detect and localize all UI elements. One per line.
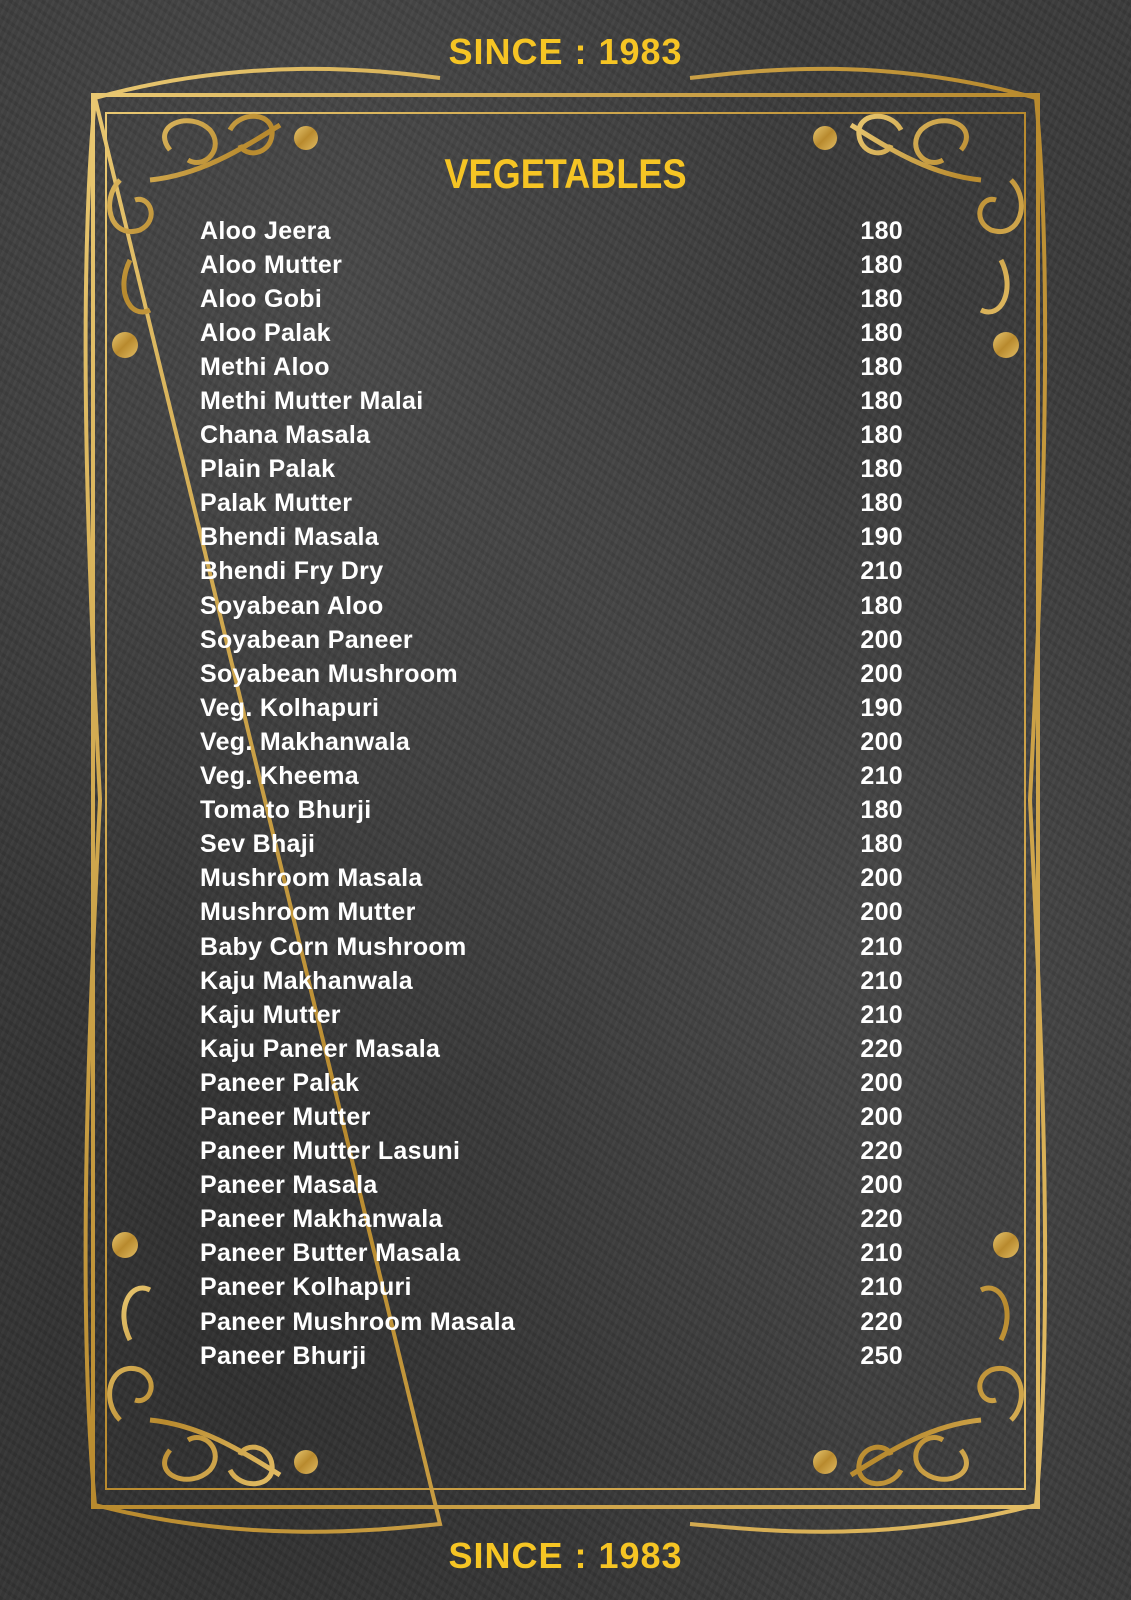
menu-item-name: Veg. Kolhapuri: [200, 693, 380, 722]
menu-item-name: Aloo Mutter: [200, 250, 343, 279]
menu-item-name: Paneer Bhurji: [200, 1341, 367, 1370]
menu-item: [200, 1100, 903, 1134]
menu-item-price: 180: [860, 455, 903, 484]
menu-item-name: Paneer Makhanwala: [200, 1205, 443, 1234]
menu-item-name: Aloo Gobi: [200, 284, 323, 313]
menu-item-price: 180: [860, 591, 903, 620]
menu-item: [200, 1339, 903, 1373]
menu-item-price: 190: [860, 523, 903, 552]
menu-item-price: 200: [860, 1102, 903, 1131]
menu-item: [200, 657, 903, 691]
menu-item-price: 190: [860, 693, 903, 722]
menu-item: [200, 1305, 903, 1339]
menu-item-name: Sev Bhaji: [200, 830, 316, 859]
menu-item-price: 210: [860, 762, 903, 791]
menu-item: [200, 998, 903, 1032]
menu-item-price: 200: [860, 1068, 903, 1097]
menu-item-price: 220: [860, 1137, 903, 1166]
menu-item: [200, 555, 903, 589]
menu-item: [200, 1237, 903, 1271]
menu-item: [200, 964, 903, 998]
menu-item: [200, 828, 903, 862]
menu-item: [200, 350, 903, 384]
menu-item: [200, 1271, 903, 1305]
menu-item-name: Palak Mutter: [200, 489, 353, 518]
menu-item-name: Paneer Mushroom Masala: [200, 1307, 516, 1336]
menu-item-name: Baby Corn Mushroom: [200, 932, 467, 961]
menu-item-name: Mushroom Masala: [200, 864, 423, 893]
menu-item-price: 180: [860, 318, 903, 347]
menu-item-name: Paneer Masala: [200, 1171, 378, 1200]
menu-item: [200, 1135, 903, 1169]
menu-item: [200, 725, 903, 759]
menu-item: [200, 1169, 903, 1203]
menu-item-price: 200: [860, 659, 903, 688]
menu-item-name: Methi Mutter Malai: [200, 387, 424, 416]
menu-item-price: 180: [860, 387, 903, 416]
menu-item-list: [200, 214, 903, 1373]
menu-item-price: 250: [860, 1341, 903, 1370]
menu-item: [200, 1203, 903, 1237]
menu-item-name: Soyabean Aloo: [200, 591, 384, 620]
menu-item-price: 180: [860, 250, 903, 279]
menu-item-price: 210: [860, 966, 903, 995]
since-header: SINCE : 1983: [448, 31, 683, 72]
menu-item-price: 200: [860, 864, 903, 893]
menu-item-name: Veg. Makhanwala: [200, 727, 411, 756]
menu-item: [200, 896, 903, 930]
menu-item: [200, 862, 903, 896]
menu-item: [200, 1032, 903, 1066]
menu-item-price: 200: [860, 727, 903, 756]
menu-item: [200, 214, 903, 248]
menu-item-price: 210: [860, 1239, 903, 1268]
menu-item-name: Kaju Makhanwala: [200, 966, 413, 995]
menu-item: [200, 248, 903, 282]
menu-item-price: 210: [860, 557, 903, 586]
menu-item-price: 180: [860, 796, 903, 825]
menu-item-price: 210: [860, 1000, 903, 1029]
menu-item-name: Paneer Mutter Lasuni: [200, 1137, 461, 1166]
menu-item: [200, 794, 903, 828]
menu-item-name: Aloo Palak: [200, 318, 331, 347]
menu-item: [200, 282, 903, 316]
menu-item-name: Soyabean Mushroom: [200, 659, 458, 688]
menu-item-price: 180: [860, 421, 903, 450]
menu-item: [200, 1066, 903, 1100]
menu-item: [200, 623, 903, 657]
menu-item-price: 220: [860, 1205, 903, 1234]
menu-item-name: Mushroom Mutter: [200, 898, 416, 927]
menu-item: [200, 521, 903, 555]
menu-item: [200, 930, 903, 964]
menu-item-name: Kaju Mutter: [200, 1000, 341, 1029]
menu-item-price: 210: [860, 1273, 903, 1302]
menu-item-price: 200: [860, 1171, 903, 1200]
menu-item-price: 200: [860, 898, 903, 927]
menu-item-name: Bhendi Masala: [200, 523, 379, 552]
menu-item: [200, 589, 903, 623]
menu-item-name: Paneer Butter Masala: [200, 1239, 461, 1268]
menu-item-name: Paneer Kolhapuri: [200, 1273, 412, 1302]
menu-item: [200, 316, 903, 350]
menu-item-price: 180: [860, 352, 903, 381]
menu-item-name: Soyabean Paneer: [200, 625, 413, 654]
menu-item: [200, 691, 903, 725]
menu-item: [200, 487, 903, 521]
menu-item-price: 180: [860, 489, 903, 518]
menu-item-price: 210: [860, 932, 903, 961]
since-footer: SINCE : 1983: [448, 1535, 683, 1576]
menu-item: [200, 384, 903, 418]
menu-item-name: Aloo Jeera: [200, 216, 331, 245]
menu-item-name: Methi Aloo: [200, 352, 330, 381]
menu-item-price: 200: [860, 625, 903, 654]
menu-item: [200, 419, 903, 453]
menu-item-price: 180: [860, 284, 903, 313]
section-title: VEGETABLES: [444, 150, 687, 197]
menu-item-name: Paneer Palak: [200, 1068, 360, 1097]
menu-item-name: Kaju Paneer Masala: [200, 1034, 441, 1063]
menu-item: [200, 453, 903, 487]
menu-item-price: 180: [860, 216, 903, 245]
menu-item-name: Plain Palak: [200, 455, 336, 484]
menu-item-name: Paneer Mutter: [200, 1102, 371, 1131]
menu-item-name: Chana Masala: [200, 421, 371, 450]
menu-item-name: Tomato Bhurji: [200, 796, 372, 825]
menu-item-name: Bhendi Fry Dry: [200, 557, 384, 586]
menu-item-price: 220: [860, 1034, 903, 1063]
menu-item-name: Veg. Kheema: [200, 762, 359, 791]
menu-item: [200, 760, 903, 794]
menu-item-price: 220: [860, 1307, 903, 1336]
menu-item-price: 180: [860, 830, 903, 859]
